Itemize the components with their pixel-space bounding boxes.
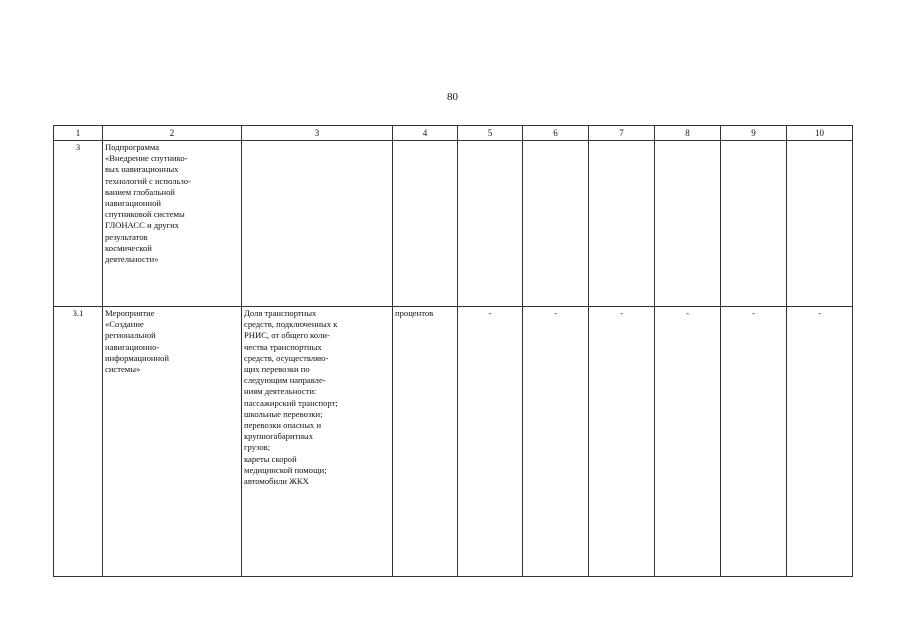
row-value: - [787,307,853,577]
column-header: 6 [523,126,589,141]
column-header: 5 [458,126,523,141]
row-value [787,141,853,307]
column-header: 1 [54,126,103,141]
row-value: - [523,307,589,577]
row-name: Подпрограмма «Внедрение спутнико- вых навигационных технологий с использо- ванием глобальной навигационной спутниковой системы ГЛОНАСС и других результатов космической деятельности» [103,141,242,307]
row-value: - [458,307,523,577]
table-row [54,307,853,577]
row-number: 3.1 [54,307,103,577]
column-header: 3 [242,126,393,141]
row-value [523,141,589,307]
indicators-table [53,125,853,577]
row-unit [393,141,458,307]
row-unit: процентов [393,307,458,577]
column-header: 9 [721,126,787,141]
column-header: 4 [393,126,458,141]
row-value: - [589,307,655,577]
row-value: - [721,307,787,577]
row-value [721,141,787,307]
table-row [54,141,853,307]
row-name: Мероприятие «Создание региональной навигационно- информационной системы» [103,307,242,577]
row-indicator [242,141,393,307]
column-header: 2 [103,126,242,141]
row-indicator: Доля транспортных средств, подключенных к РНИС, от общего коли- чества транспортных средств, осуществляю- щих перевозки по следующим направле- ниям деятельности: пассажирский транспорт; школьные перевозки; перевозки опасных и крупногабаритных грузов; кареты скорой медицинской помощи; автомобили ЖКХ [242,307,393,577]
table-header-row [54,126,853,141]
row-value [589,141,655,307]
page-number: 80 [447,91,458,103]
column-header: 7 [589,126,655,141]
row-value [655,141,721,307]
row-number: 3 [54,141,103,307]
column-header: 8 [655,126,721,141]
row-value: - [655,307,721,577]
row-value [458,141,523,307]
column-header: 10 [787,126,853,141]
